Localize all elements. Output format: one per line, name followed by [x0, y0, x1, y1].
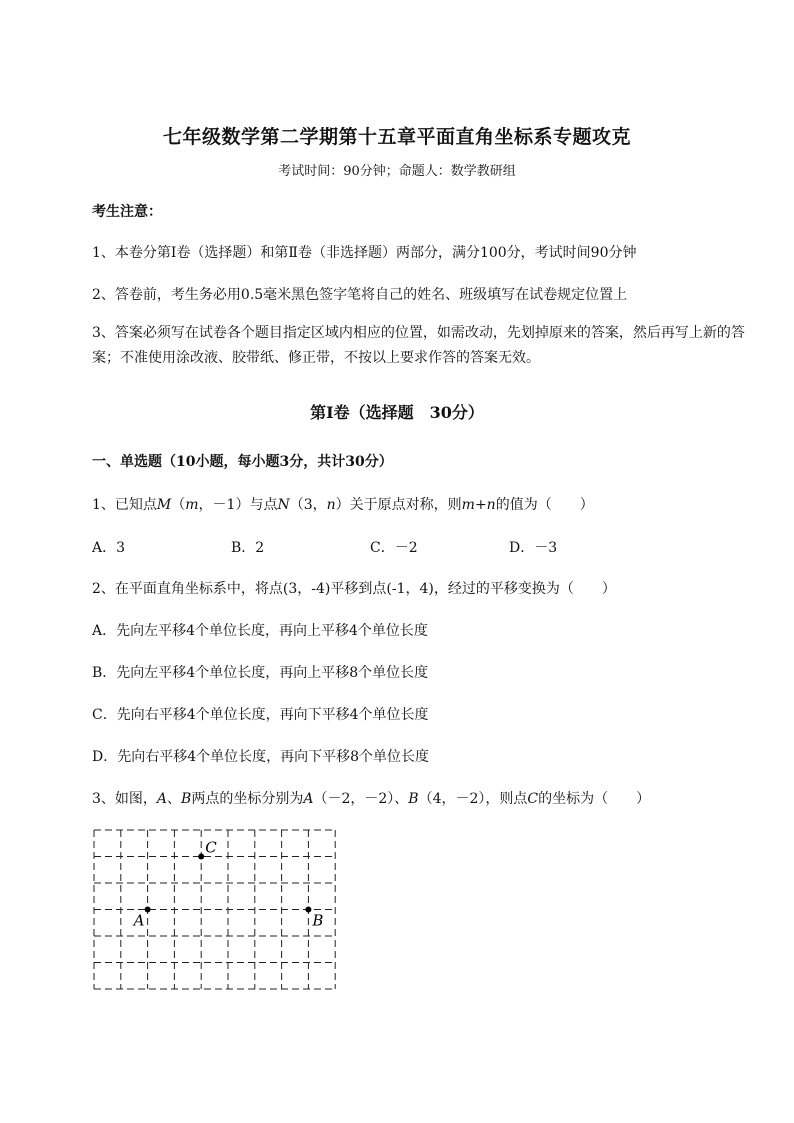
q3-label-a: A	[303, 791, 314, 807]
q3-label-b: B	[181, 791, 192, 807]
point-a-marker	[145, 907, 151, 913]
question-3-stem	[92, 788, 650, 808]
notice-item-1: 1、本卷分第I卷（选择题）和第Ⅱ卷（非选择题）两部分，满分100分，考试时间90分钟	[92, 245, 637, 261]
q2-option-a[interactable]: A．先向左平移4个单位长度，再向上平移4个单位长度	[92, 623, 428, 639]
q3-label-c: C	[527, 791, 539, 807]
q1-text: 1、已知点	[92, 497, 157, 513]
q2-option-b[interactable]: B．先向左平移4个单位长度，再向上平移8个单位长度	[92, 665, 429, 681]
coordinate-grid-figure	[90, 826, 340, 994]
q1-option-a[interactable]: A．3	[92, 540, 126, 556]
q3-text: 、	[167, 791, 182, 807]
point-a-label: A	[133, 911, 145, 930]
q1-option-d[interactable]: D．－3	[509, 540, 558, 556]
part-title: 一、单选题（10小题，每小题3分，共计30分）	[92, 454, 393, 470]
section-title: 第I卷（选择题 30分）	[310, 403, 484, 422]
q3-text: （4，－2），则点	[418, 791, 528, 807]
q1-text: ）关于原点对称，则	[335, 497, 462, 513]
q3-label-b: B	[408, 791, 419, 807]
q1-text: ，－1）与点	[198, 497, 278, 513]
q1-var-n-point: N	[277, 497, 290, 513]
q3-text: 3、如图，	[92, 791, 157, 807]
q2-option-d[interactable]: D．先向右平移4个单位长度，再向下平移8个单位长度	[92, 749, 430, 765]
notice-item-2: 2、答卷前，考生务必用0.5毫米黑色签字笔将自己的姓名、班级填写在试卷规定位置上	[92, 287, 628, 303]
notice-heading: 考生注意：	[92, 204, 162, 220]
point-b-label: B	[312, 911, 324, 930]
point-c-label: C	[205, 838, 217, 857]
q3-label-a: A	[156, 791, 168, 807]
q1-text: （	[171, 497, 186, 513]
q1-text: （3，	[289, 497, 327, 513]
notice-item-3: 3、答案必须写在试卷各个题目指定区域内相应的位置，如需改动，先划掉原来的答案，然后再写上新的答案；不准使用涂改液、胶带纸、修正带，不按以上要求作答的答案无效。	[92, 325, 745, 366]
q2-option-c[interactable]: C．先向右平移4个单位长度，再向下平移4个单位长度	[92, 707, 429, 723]
q1-var-m: m	[185, 497, 199, 513]
point-c-marker	[198, 854, 204, 860]
point-b-marker	[305, 907, 311, 913]
q1-text: 的值为（ ）	[495, 497, 594, 513]
q1-var-n: n	[326, 497, 336, 513]
q3-text: 的坐标为（ ）	[538, 791, 651, 807]
exam-info: 考试时间：90分钟；命题人：数学教研组	[278, 164, 516, 179]
q3-text: 两点的坐标分别为	[191, 791, 304, 807]
q1-option-c[interactable]: C．－2	[370, 540, 418, 556]
page-title: 七年级数学第二学期第十五章平面直角坐标系专题攻克	[162, 126, 631, 148]
question-2-stem: 2、在平面直角坐标系中，将点(3，-4)平移到点(-1，4)，经过的平移变换为（ ）	[92, 581, 616, 597]
question-1-stem	[92, 494, 594, 514]
q1-option-b[interactable]: B．2	[231, 540, 265, 556]
q3-text: （－2，－2）、	[313, 791, 409, 807]
q1-var-m-point: M	[156, 497, 172, 513]
q1-var-sum: m+n	[461, 497, 496, 513]
